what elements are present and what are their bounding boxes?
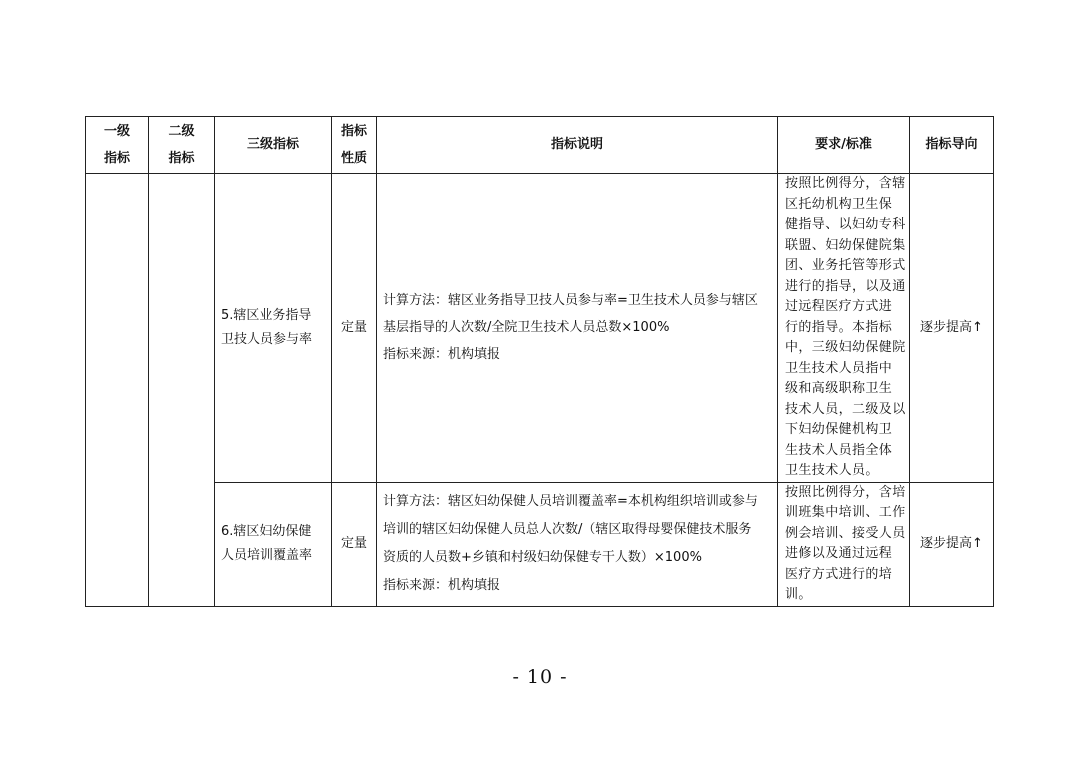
standard-line: 联盟、妇幼保健院集: [785, 237, 906, 253]
header-level2-line: 指标: [168, 151, 195, 166]
indicator-description: [377, 482, 778, 606]
standard-line: 训。: [785, 587, 812, 602]
header-level2: [149, 117, 215, 174]
standard-line: 卫生技术人员。: [785, 463, 879, 478]
header-level3: 三级指标: [215, 117, 332, 174]
table-row: [86, 482, 994, 606]
header-direction: 指标导向: [910, 117, 994, 174]
header-level2-line: 二级: [168, 124, 195, 139]
description-line: 基层指导的人次数/全院卫生技术人员总数×100%: [383, 320, 670, 336]
table-row: [86, 174, 994, 483]
standard-line: 行的指导。本指标: [785, 319, 893, 335]
standard-line: 进修以及通过远程: [785, 546, 893, 561]
description-line: 计算方法：辖区业务指导卫技人员参与率=卫生技术人员参与辖区: [383, 293, 758, 309]
level3-line: 人员培训覆盖率: [221, 548, 313, 563]
header-level1-line: 一级: [103, 124, 130, 139]
header-nature: [332, 117, 377, 174]
header-level1-line: 指标: [103, 151, 130, 166]
indicator-description: [377, 174, 778, 483]
indicator-table: [85, 116, 994, 607]
level2-cell: [149, 174, 215, 607]
header-row: [86, 117, 994, 174]
indicator-nature: 定量: [332, 174, 377, 483]
standard-line: 健指导、以妇幼专科: [785, 217, 906, 232]
standard-line: 团、业务托管等形式: [785, 258, 906, 273]
standard-line: 例会培训、接受人员: [785, 525, 906, 541]
level3-line: 卫技人员参与率: [221, 331, 313, 347]
standard-line: 按照比例得分，含辖: [785, 176, 906, 191]
description-line: 培训的辖区妇幼保健人员总人次数/（辖区取得母婴保健技术服务: [383, 522, 752, 537]
header-nature-line: 性质: [340, 151, 367, 166]
standard-line: 进行的指导，以及通: [785, 278, 906, 294]
standard-line: 级和高级职称卫生: [785, 381, 893, 396]
header-nature-line: 指标: [340, 124, 367, 139]
description-line: 指标来源：机构填报: [383, 347, 501, 363]
header-standard: 要求/标准: [778, 117, 910, 174]
level3-line: 5.辖区业务指导: [221, 307, 312, 323]
standard-line: 卫生技术人员指中: [785, 360, 893, 376]
level3-indicator: [215, 174, 332, 483]
standard-line: 中，三级妇幼保健院: [785, 340, 906, 355]
standard-line: 生技术人员指全体: [785, 442, 893, 458]
indicator-standard: [778, 482, 910, 606]
indicator-direction: 逐步提高↑: [910, 174, 994, 483]
standard-line: 区托幼机构卫生保: [785, 196, 893, 212]
indicator-direction: 逐步提高↑: [910, 482, 994, 606]
standard-line: 训班集中培训、工作: [785, 505, 906, 520]
standard-line: 技术人员，二级及以: [785, 401, 906, 417]
level3-line: 6.辖区妇幼保健: [221, 524, 312, 539]
standard-line: 医疗方式进行的培: [785, 566, 893, 582]
level3-indicator: [215, 482, 332, 606]
level1-cell: [86, 174, 149, 607]
standard-line: 过远程医疗方式进: [785, 299, 893, 314]
header-description: 指标说明: [377, 117, 778, 174]
indicator-standard: [778, 174, 910, 483]
page-number: - 10 -: [512, 666, 568, 688]
description-line: 指标来源：机构填报: [383, 578, 501, 593]
description-line: 计算方法：辖区妇幼保健人员培训覆盖率=本机构组织培训或参与: [383, 494, 758, 509]
standard-line: 下妇幼保健机构卫: [785, 422, 893, 437]
description-line: 资质的人员数+乡镇和村级妇幼保健专干人数）×100%: [383, 550, 702, 565]
standard-line: 按照比例得分，含培: [785, 484, 906, 500]
indicator-nature: 定量: [332, 482, 377, 606]
header-level1: [86, 117, 149, 174]
